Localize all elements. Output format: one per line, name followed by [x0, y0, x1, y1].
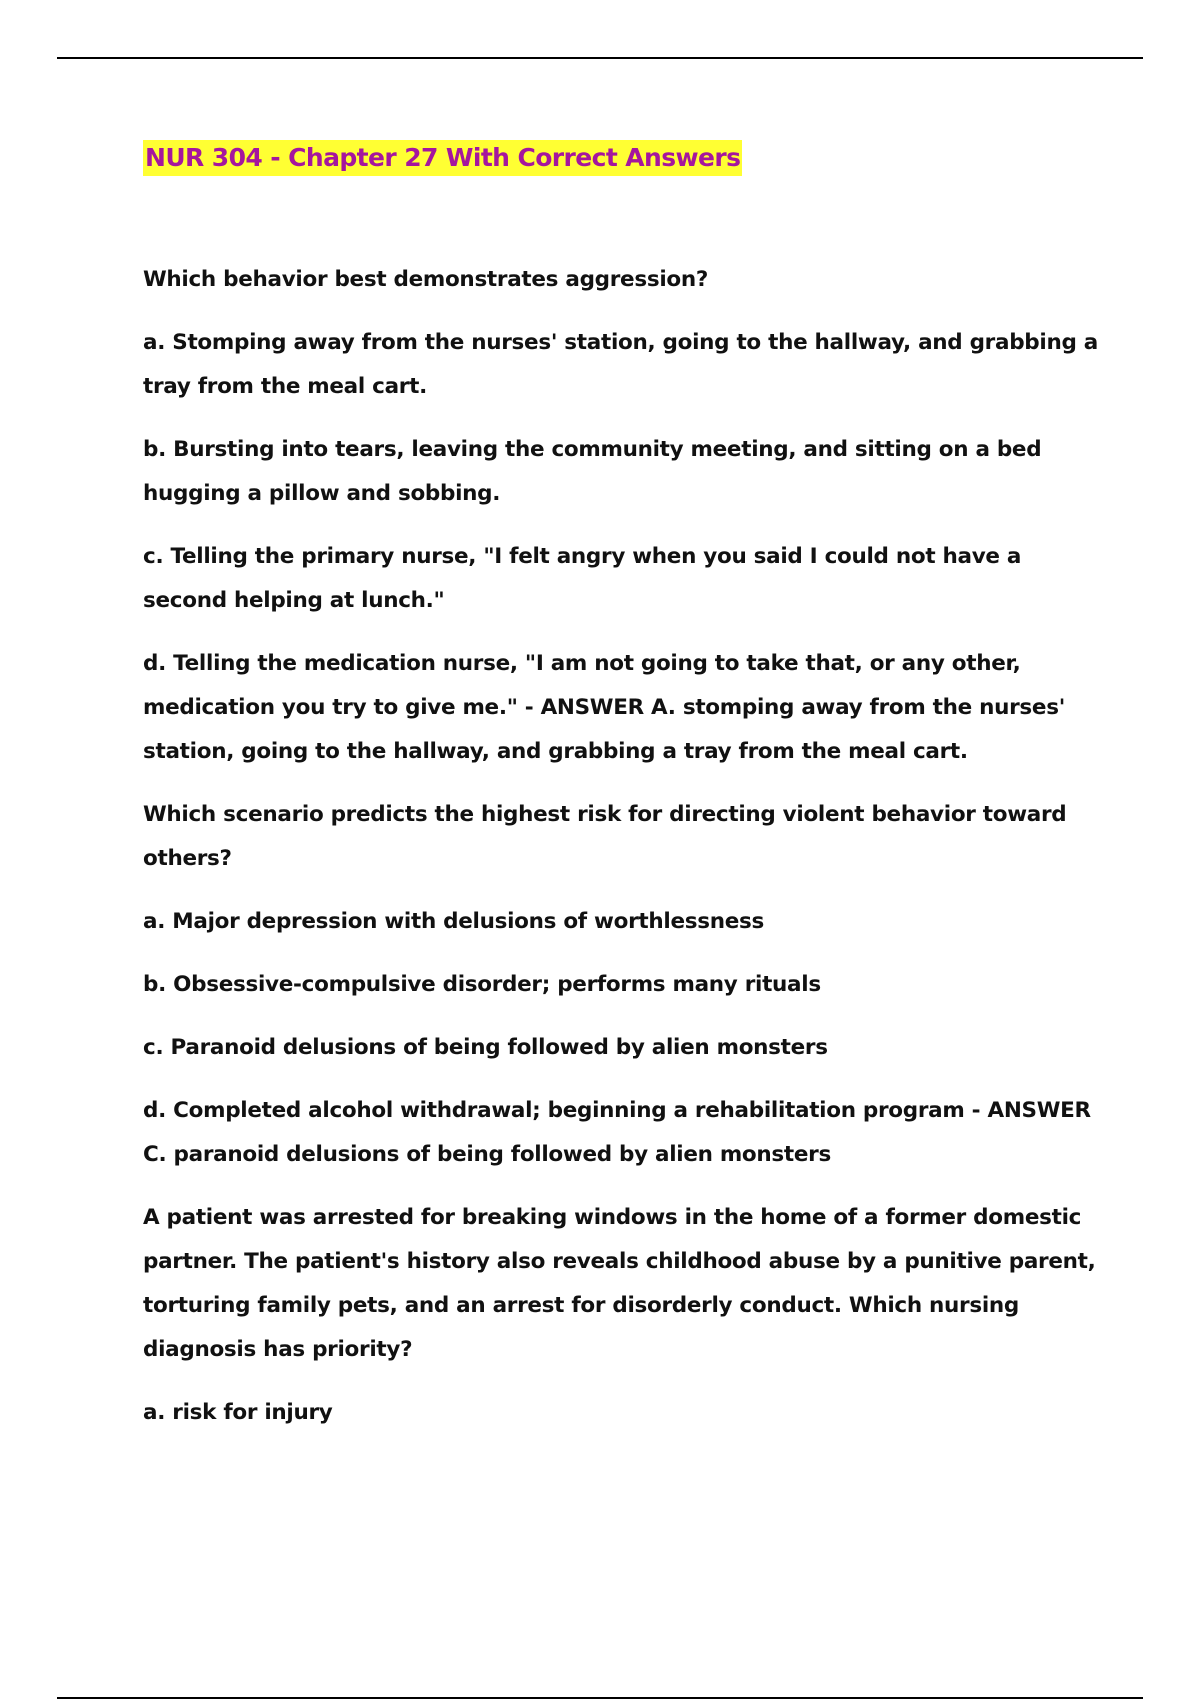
document-body	[143, 140, 1098, 1454]
bottom-divider	[57, 1697, 1143, 1699]
question-1: Which behavior best demonstrates aggression?	[143, 267, 709, 292]
question-2: Which scenario predicts the highest risk for directing violent behavior toward others?	[143, 802, 1067, 871]
question-2-option-c: c. Paranoid delusions of being followed by alien monsters	[143, 1035, 828, 1060]
question-1-option-d-answer: d. Telling the medication nurse, "I am not going to take that, or any other, medication you try to give me." - ANSWER A. stomping away from the nurses' station, going to the hallway, and grabbing a tray from the meal cart.	[143, 651, 1065, 764]
question-2-option-d-answer: d. Completed alcohol withdrawal; beginning a rehabilitation program - ANSWER C. paranoid delusions of being followed by alien monsters	[143, 1098, 1091, 1167]
question-1-option-c: c. Telling the primary nurse, "I felt angry when you said I could not have a second helping at lunch."	[143, 544, 1022, 613]
question-2-option-a: a. Major depression with delusions of worthlessness	[143, 909, 764, 934]
question-3-option-a: a. risk for injury	[143, 1400, 333, 1425]
question-answer-list	[143, 258, 1098, 1435]
question-3: A patient was arrested for breaking windows in the home of a former domestic partner. The patient's history also reveals childhood abuse by a punitive parent, torturing family pets, and an arrest for disorderly conduct. Which nursing diagnosis has priority?	[143, 1205, 1096, 1362]
question-2-option-b: b. Obsessive-compulsive disorder; performs many rituals	[143, 972, 821, 997]
document-title: NUR 304 - Chapter 27 With Correct Answers	[143, 140, 742, 176]
question-1-option-b: b. Bursting into tears, leaving the community meeting, and sitting on a bed hugging a pillow and sobbing.	[143, 437, 1042, 506]
top-divider	[57, 57, 1143, 59]
question-1-option-a: a. Stomping away from the nurses' station, going to the hallway, and grabbing a tray from the meal cart.	[143, 330, 1098, 399]
